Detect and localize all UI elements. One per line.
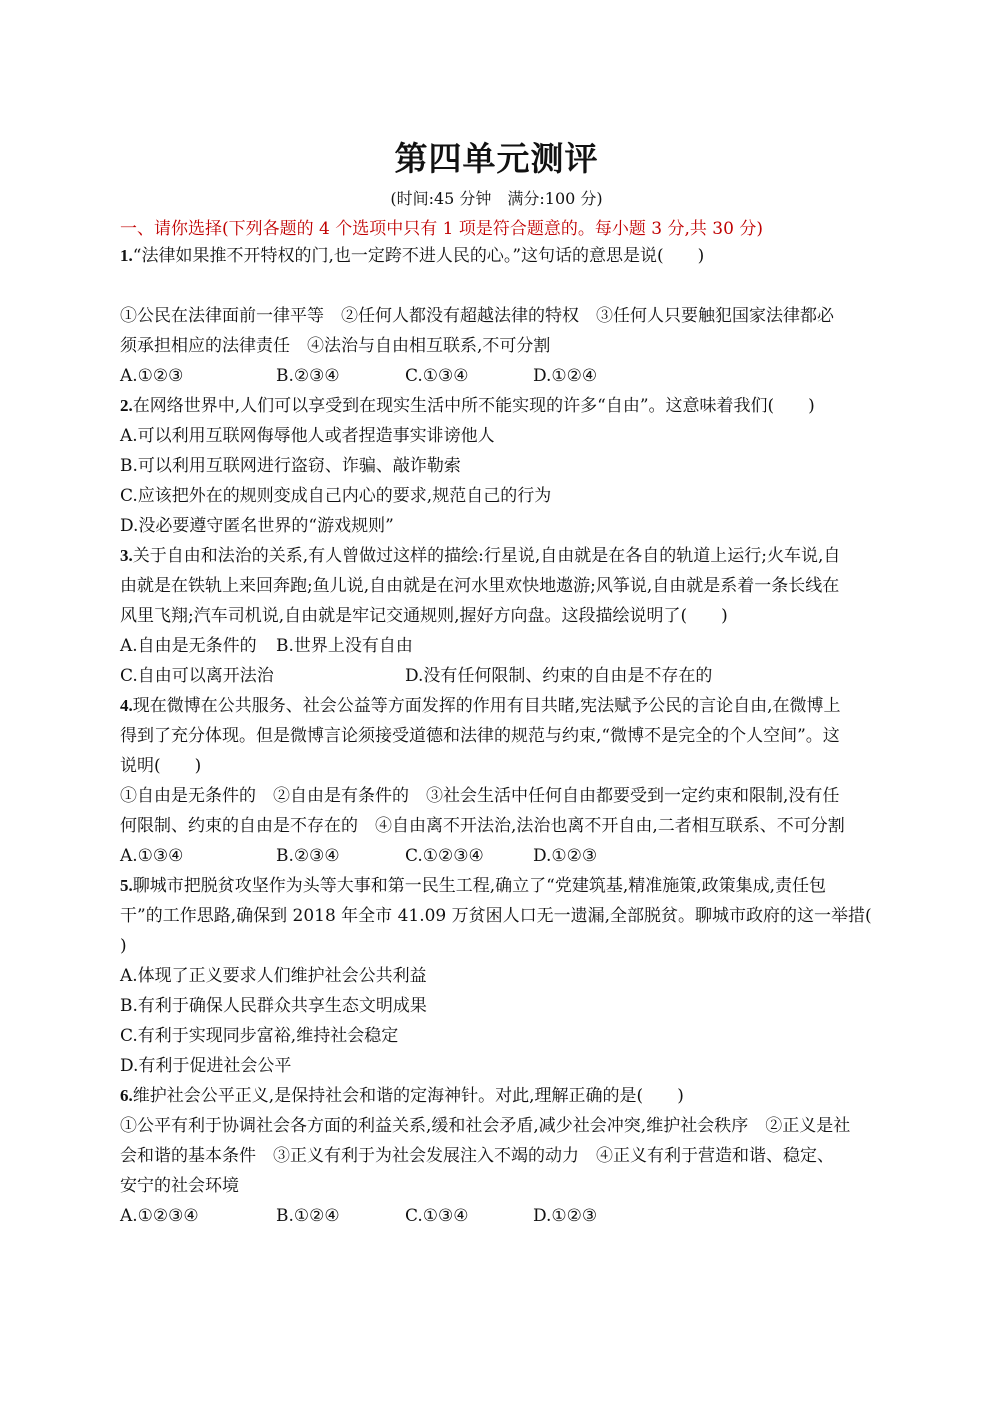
question-number: 1. <box>120 246 133 265</box>
question-1-option-d[interactable]: D.①②④ <box>533 366 598 386</box>
question-3-option-a[interactable]: A.自由是无条件的 <box>120 636 257 656</box>
question-4-stem-line-2: 得到了充分体现。但是微博言论须接受道德和法律的规范与约束,“微博不是完全的个人空间”。这 <box>120 726 840 746</box>
question-4-stem-line-1 <box>120 695 841 717</box>
question-4-option-c[interactable]: C.①②③④ <box>405 846 484 866</box>
exam-time-score: (时间:45 分钟 满分:100 分) <box>390 189 603 208</box>
question-2-stem <box>120 395 815 417</box>
question-5-option-a[interactable]: A.体现了正义要求人们维护社会公共利益 <box>120 966 427 986</box>
question-4-option-b[interactable]: B.②③④ <box>276 846 340 866</box>
question-3-stem-line-1 <box>120 545 840 567</box>
question-text: 关于自由和法治的关系,有人曾做过这样的描绘:行星说,自由就是在各自的轨道上运行;火车说,自 <box>132 546 841 566</box>
page-title: 第四单元测评 <box>394 139 599 178</box>
question-4-statements-line-2: 何限制、约束的自由是不存在的 ④自由离不开法治,法治也离不开自由,二者相互联系、不可分割 <box>120 816 845 836</box>
question-6-option-a[interactable]: A.①②③④ <box>120 1206 199 1226</box>
question-3-stem-line-2: 由就是在铁轨上来回奔跑;鱼儿说,自由就是在河水里欢快地遨游;风筝说,自由就是系着一条长线在 <box>120 576 840 596</box>
question-6-statements-line-3: 安宁的社会环境 <box>120 1176 239 1196</box>
question-6-option-b[interactable]: B.①②④ <box>276 1206 340 1226</box>
question-3-option-c[interactable]: C.自由可以离开法治 <box>120 666 274 686</box>
question-2-option-a[interactable]: A.可以利用互联网侮辱他人或者捏造事实诽谤他人 <box>120 426 495 446</box>
question-text: 聊城市把脱贫攻坚作为头等大事和第一民生工程,确立了“党建筑基,精准施策,政策集成,责任包 <box>132 876 827 896</box>
question-text: 现在微博在公共服务、社会公益等方面发挥的作用有目共睹,宪法赋予公民的言论自由,在微博上 <box>132 696 841 716</box>
question-number: 5. <box>120 876 133 895</box>
question-3-stem-line-3: 风里飞翔;汽车司机说,自由就是牢记交通规则,握好方向盘。这段描绘说明了( ) <box>120 606 728 626</box>
question-5-stem-line-3: ) <box>120 936 127 956</box>
question-2-option-b[interactable]: B.可以利用互联网进行盗窃、诈骗、敲诈勒索 <box>120 456 461 476</box>
question-number: 2. <box>120 396 133 415</box>
question-1-option-b[interactable]: B.②③④ <box>276 366 340 386</box>
question-2-option-c[interactable]: C.应该把外在的规则变成自己内心的要求,规范自己的行为 <box>120 486 552 506</box>
question-3-option-d[interactable]: D.没有任何限制、约束的自由是不存在的 <box>405 666 713 686</box>
question-text: 维护社会公平正义,是保持社会和谐的定海神针。对此,理解正确的是( ) <box>132 1086 684 1106</box>
question-2-option-d[interactable]: D.没必要遵守匿名世界的“游戏规则” <box>120 516 394 536</box>
question-1-stem <box>120 245 704 267</box>
question-6-statements-line-2: 会和谐的基本条件 ③正义有利于为社会发展注入不竭的动力 ④正义有利于营造和谐、稳定、 <box>120 1146 834 1166</box>
question-4-option-a[interactable]: A.①③④ <box>120 846 184 866</box>
question-4-statements-line-1: ①自由是无条件的 ②自由是有条件的 ③社会生活中任何自由都要受到一定约束和限制,没有任 <box>120 786 840 806</box>
question-6-stem <box>120 1085 684 1107</box>
question-3-option-b[interactable]: B.世界上没有自由 <box>276 636 413 656</box>
question-1-statements-line-1: ①公民在法律面前一律平等 ②任何人都没有超越法律的特权 ③任何人只要触犯国家法律都必 <box>120 306 834 326</box>
question-6-option-c[interactable]: C.①③④ <box>405 1206 469 1226</box>
question-6-statements-line-1: ①公平有利于协调社会各方面的利益关系,缓和社会矛盾,减少社会冲突,维护社会秩序 ②正义是社 <box>120 1116 851 1136</box>
question-5-stem-line-2: 干”的工作思路,确保到 2018 年全市 41.09 万贫困人口无一遗漏,全部脱贫。聊城市政府的这一举措( <box>120 906 872 926</box>
question-number: 3. <box>120 546 133 565</box>
question-5-option-c[interactable]: C.有利于实现同步富裕,维持社会稳定 <box>120 1026 399 1046</box>
question-4-stem-line-3: 说明( ) <box>120 756 202 776</box>
question-1-statements-line-2: 须承担相应的法律责任 ④法治与自由相互联系,不可分割 <box>120 336 551 356</box>
question-1-option-a[interactable]: A.①②③ <box>120 366 184 386</box>
question-5-option-d[interactable]: D.有利于促进社会公平 <box>120 1056 292 1076</box>
question-4-option-d[interactable]: D.①②③ <box>533 846 598 866</box>
question-number: 4. <box>120 696 133 715</box>
question-1-option-c[interactable]: C.①③④ <box>405 366 469 386</box>
question-6-option-d[interactable]: D.①②③ <box>533 1206 598 1226</box>
question-text: “法律如果推不开特权的门,也一定跨不进人民的心。”这句话的意思是说( ) <box>132 246 705 266</box>
section-heading: 一、请你选择(下列各题的 4 个选项中只有 1 项是符合题意的。每小题 3 分,共 30 分) <box>120 219 763 239</box>
question-text: 在网络世界中,人们可以享受到在现实生活中所不能实现的许多“自由”。这意味着我们( ) <box>132 396 815 416</box>
question-5-stem-line-1 <box>120 875 826 897</box>
question-5-option-b[interactable]: B.有利于确保人民群众共享生态文明成果 <box>120 996 427 1016</box>
question-number: 6. <box>120 1086 133 1105</box>
